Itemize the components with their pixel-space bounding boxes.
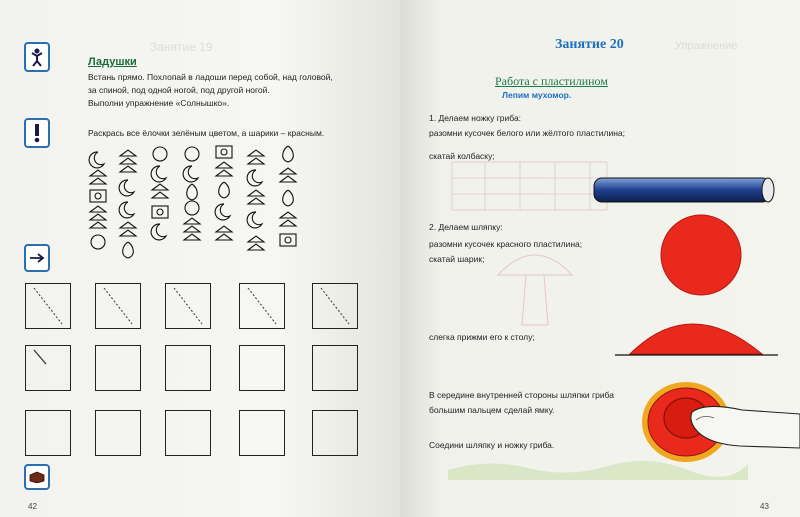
page-number-right: 43 [760, 502, 769, 511]
step-9: большим пальцем сделай ямку. [429, 405, 555, 415]
box-icon [24, 464, 50, 490]
copy-cell [165, 410, 211, 456]
subtitle: Работа с пластилином [495, 74, 608, 88]
step-1: 1. Делаем ножку гриба: [429, 113, 522, 123]
copy-cell [312, 283, 358, 329]
copy-cell [25, 345, 71, 391]
ghost-mushroom [490, 235, 580, 335]
step-2: разомни кусочек белого или жёлтого пластилина; [429, 128, 626, 138]
step-6: скатай шарик; [429, 254, 485, 264]
sub-subtitle: Лепим мухомор. [502, 90, 572, 100]
copy-cell [95, 345, 141, 391]
step-5: разомни кусочек красного пластилина; [429, 239, 583, 249]
clay-flattened [610, 302, 780, 360]
copy-cell [239, 410, 285, 456]
ghost-landscape [448, 440, 748, 480]
task-text: Раскрась все ёлочки зелёным цветом, а шарики – красным. [88, 128, 325, 138]
ghost-title-right: Упражнение [675, 40, 738, 52]
copy-cell [25, 283, 71, 329]
copy-cell [239, 283, 285, 329]
instruction-2: за спиной, под одной ногой, под другой ногой. [88, 85, 270, 95]
ghost-grid [450, 156, 610, 216]
step-10: Соедини шляпку и ножку гриба. [429, 440, 555, 450]
step-8: В середине внутренней стороны шляпки гриба [429, 390, 614, 400]
instruction-3: Выполни упражнение «Солнышко». [88, 98, 230, 108]
section-title: Ладушки [88, 56, 137, 68]
pattern-columns [80, 142, 330, 272]
lesson-title: Занятие 20 [555, 37, 624, 52]
step-7: слегка прижми его к столу; [429, 332, 535, 342]
step-3: скатай колбаску; [429, 151, 495, 161]
copy-cell [95, 283, 141, 329]
copy-cell [95, 410, 141, 456]
instruction-1: Встань прямо. Похлопай в ладоши перед собой, над головой, [88, 72, 333, 82]
figure-icon [24, 42, 50, 72]
ghost-title: Занятие 19 [150, 40, 213, 54]
step-4: 2. Делаем шляпку: [429, 222, 503, 232]
copy-cell [312, 410, 358, 456]
copy-cell [165, 283, 211, 329]
copy-cell [25, 410, 71, 456]
arrow-icon [24, 244, 50, 272]
copy-cell [239, 345, 285, 391]
page-number-left: 42 [28, 502, 37, 511]
clay-ball [648, 214, 758, 296]
copy-cell [165, 345, 211, 391]
clay-sausage [590, 170, 780, 210]
copy-cell [312, 345, 358, 391]
exclamation-icon [24, 118, 50, 148]
right-page [400, 0, 800, 517]
